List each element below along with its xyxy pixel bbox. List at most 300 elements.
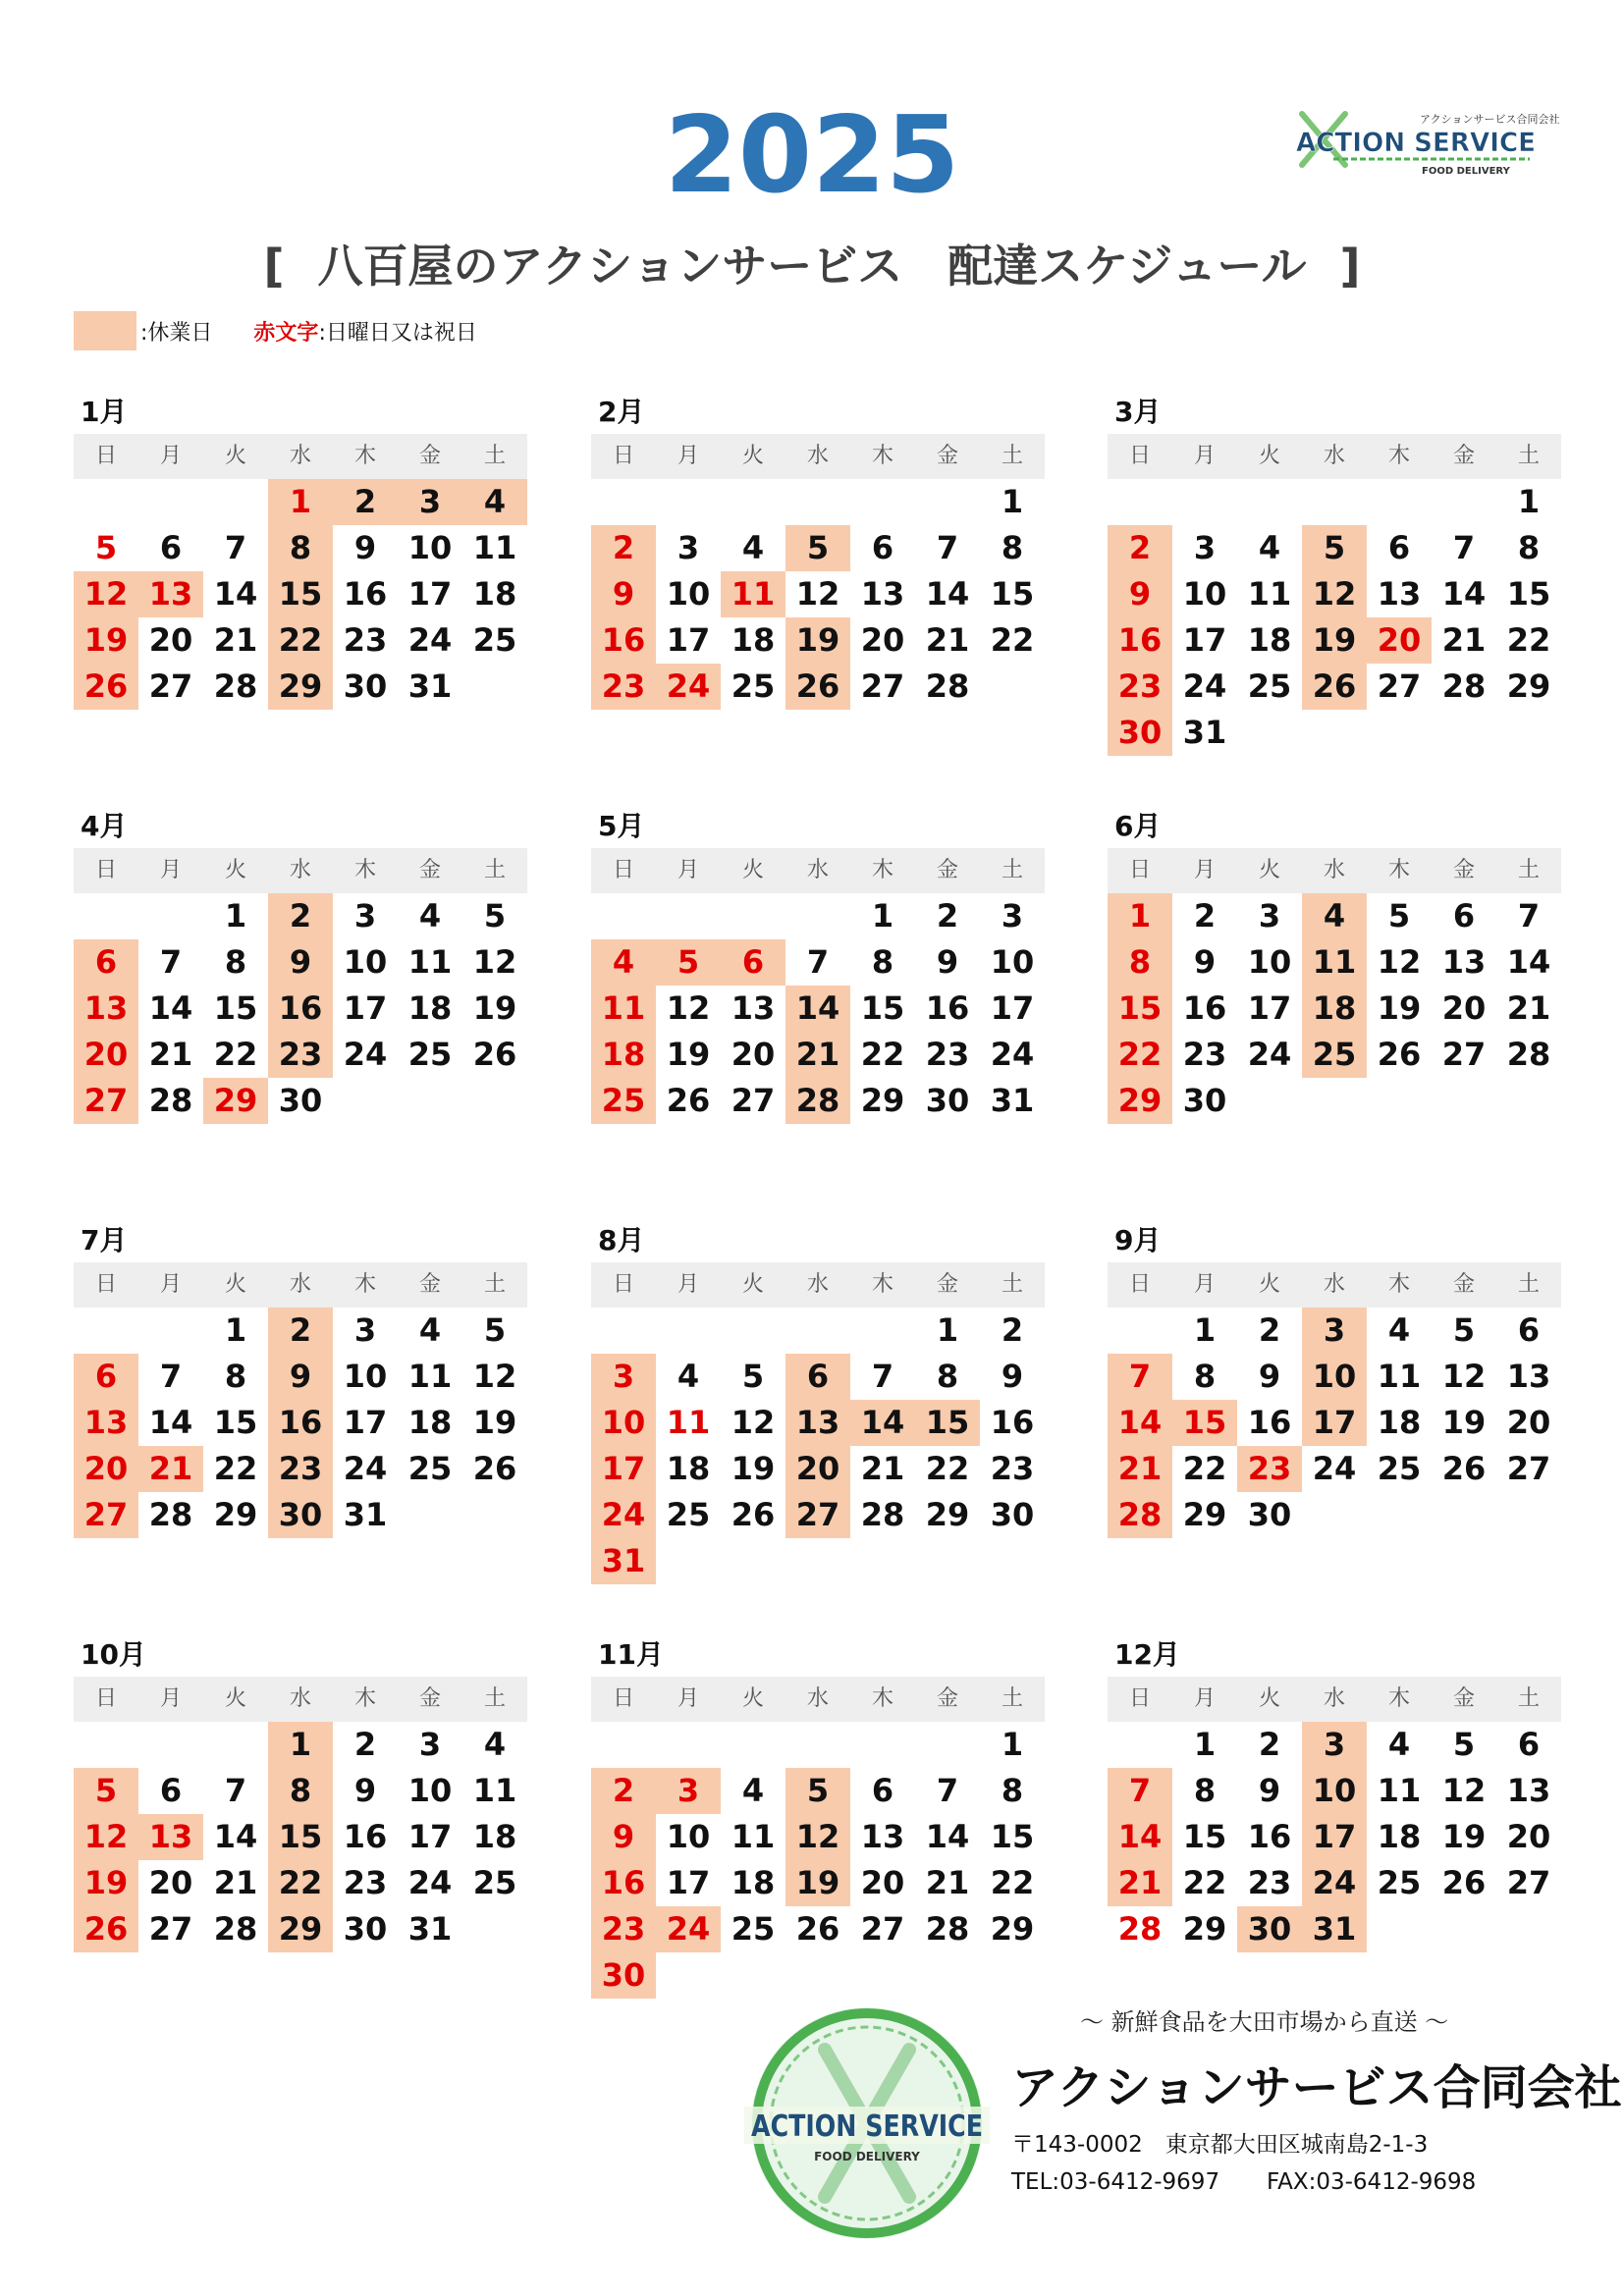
- day-cell: 27: [1441, 1036, 1487, 1073]
- day-cell: 12: [472, 943, 517, 981]
- empty-cell: [721, 479, 785, 525]
- weekday-header: [1108, 1262, 1561, 1308]
- day-cell: 18: [407, 989, 453, 1027]
- day-cell: 24: [1182, 667, 1227, 705]
- day-cell: 8: [871, 943, 894, 981]
- day-cell: 3: [353, 897, 377, 934]
- day-cell-closed: 23: [591, 1906, 656, 1952]
- weekday-label: 火: [224, 858, 246, 882]
- day-cell: 18: [1377, 1818, 1422, 1855]
- day-cell: 31: [990, 1082, 1035, 1119]
- day-cell-closed: 31: [1302, 1906, 1367, 1952]
- day-cell: 21: [148, 1036, 193, 1073]
- day-cell-closed: 8: [268, 1768, 333, 1814]
- day-cell: 8: [1193, 1772, 1217, 1809]
- company-name: アクションサービス合同会社: [1011, 2060, 1622, 2115]
- day-cell: 28: [1117, 1910, 1163, 1948]
- weekday-label: 月: [159, 1686, 182, 1711]
- day-cell: 19: [1377, 989, 1422, 1027]
- day-cell: 29: [990, 1910, 1035, 1948]
- day-cell: 16: [1182, 989, 1227, 1027]
- day-cell: 24: [990, 1036, 1035, 1073]
- day-cell-closed: 10: [1302, 1354, 1367, 1400]
- day-cell: 15: [990, 1818, 1035, 1855]
- day-cell: 13: [860, 1818, 905, 1855]
- empty-cell: [785, 1308, 850, 1354]
- day-cell: 5: [1387, 897, 1411, 934]
- weekday-label: 火: [224, 1686, 246, 1711]
- weekday-label: 木: [1387, 1686, 1410, 1711]
- weekday-label: 月: [1193, 444, 1216, 468]
- weekday-label: 水: [1323, 858, 1345, 882]
- month-title: 1月: [81, 396, 128, 428]
- day-cell: 6: [159, 529, 183, 566]
- day-cell: 17: [666, 1864, 711, 1901]
- weekday-header: [74, 434, 527, 479]
- day-cell: 31: [407, 1910, 453, 1948]
- weekday-label: 木: [353, 444, 376, 468]
- empty-cell: [74, 1308, 138, 1354]
- day-cell-closed: 3: [398, 479, 462, 525]
- weekday-label: 木: [353, 1686, 376, 1711]
- day-cell: 10: [407, 1772, 453, 1809]
- day-cell: 24: [407, 621, 453, 659]
- day-cell: 30: [925, 1082, 970, 1119]
- empty-cell: [1367, 479, 1432, 525]
- day-cell: 11: [1377, 1358, 1422, 1395]
- day-cell-closed: 12: [74, 571, 138, 617]
- day-cell: 28: [148, 1082, 193, 1119]
- day-cell: 3: [1193, 529, 1217, 566]
- empty-cell: [785, 893, 850, 939]
- day-cell: 22: [213, 1036, 258, 1073]
- day-cell: 8: [224, 1358, 247, 1395]
- empty-cell: [656, 1308, 721, 1354]
- day-cell: 16: [1247, 1818, 1292, 1855]
- day-cell: 4: [418, 897, 442, 934]
- month-title: 5月: [598, 810, 645, 842]
- day-cell: 19: [1441, 1818, 1487, 1855]
- day-cell: 15: [1182, 1818, 1227, 1855]
- day-cell-closed: 13: [138, 571, 203, 617]
- day-cell: 13: [1506, 1358, 1551, 1395]
- day-cell: 29: [925, 1496, 970, 1533]
- day-cell: 1: [1001, 483, 1024, 520]
- day-cell: 30: [1247, 1496, 1292, 1533]
- day-cell: 30: [278, 1082, 323, 1119]
- day-cell: 25: [666, 1496, 711, 1533]
- day-cell: 28: [148, 1496, 193, 1533]
- day-cell: 20: [731, 1036, 776, 1073]
- day-cell: 1: [871, 897, 894, 934]
- day-cell: 9: [1258, 1772, 1281, 1809]
- empty-cell: [850, 479, 915, 525]
- day-cell-closed: 24: [591, 1492, 656, 1538]
- day-cell: 27: [860, 667, 905, 705]
- day-cell: 7: [224, 1772, 247, 1809]
- day-cell: 8: [224, 943, 247, 981]
- day-cell: 4: [741, 1772, 765, 1809]
- day-cell: 6: [871, 1772, 894, 1809]
- day-cell-closed: 27: [74, 1492, 138, 1538]
- day-cell-closed: 23: [268, 1032, 333, 1078]
- day-cell-closed: 13: [74, 1400, 138, 1446]
- day-cell: 22: [990, 621, 1035, 659]
- weekday-label: 木: [871, 444, 893, 468]
- day-cell: 23: [343, 621, 388, 659]
- weekday-label: 水: [1323, 1272, 1345, 1297]
- day-cell: 28: [925, 1910, 970, 1948]
- day-cell-closed: 4: [462, 479, 527, 525]
- weekday-label: 日: [94, 1272, 117, 1297]
- day-cell: 4: [677, 1358, 700, 1395]
- day-cell: 14: [148, 1404, 193, 1441]
- day-cell-closed: 20: [785, 1446, 850, 1492]
- day-cell: 27: [1506, 1864, 1551, 1901]
- weekday-label: 火: [741, 1272, 764, 1297]
- month-calendar: [591, 1219, 1045, 1584]
- day-cell: 24: [407, 1864, 453, 1901]
- day-cell-closed: 2: [268, 1308, 333, 1354]
- day-cell-closed: 15: [268, 571, 333, 617]
- day-cell-closed: 1: [1108, 893, 1172, 939]
- weekday-label: 土: [1517, 858, 1540, 882]
- day-cell: 15: [213, 989, 258, 1027]
- weekday-label: 月: [677, 1272, 699, 1297]
- company-fax: FAX:03-6412-9698: [1267, 2169, 1477, 2195]
- month-calendar: [591, 391, 1045, 710]
- day-cell: 13: [1441, 943, 1487, 981]
- weekday-label: 火: [224, 1272, 246, 1297]
- weekday-label: 土: [1001, 858, 1023, 882]
- day-cell: 3: [353, 1311, 377, 1349]
- day-cell-closed: 9: [1108, 571, 1172, 617]
- weekday-label: 木: [353, 858, 376, 882]
- round-logo-brand: ACTION SERVICE: [751, 2109, 983, 2144]
- empty-cell: [138, 1722, 203, 1768]
- action-service-logo: [1294, 108, 1560, 179]
- day-grid: [591, 479, 1045, 710]
- day-cell-closed: 2: [1108, 525, 1172, 571]
- day-cell-closed: 30: [1108, 710, 1172, 756]
- weekday-label: 火: [741, 444, 764, 468]
- day-cell-closed: 23: [1237, 1446, 1302, 1492]
- day-cell: 1: [224, 1311, 247, 1349]
- day-cell: 26: [666, 1082, 711, 1119]
- empty-cell: [74, 893, 138, 939]
- day-cell: 17: [343, 989, 388, 1027]
- weekday-label: 金: [936, 1686, 958, 1711]
- day-cell: 3: [418, 1726, 442, 1763]
- day-cell-closed: 20: [74, 1446, 138, 1492]
- day-cell-closed: 15: [915, 1400, 980, 1446]
- day-cell-closed: 3: [1302, 1308, 1367, 1354]
- day-cell-closed: 20: [1367, 617, 1432, 664]
- red-text-label: 赤文字: [253, 320, 319, 346]
- month-title: 6月: [1114, 810, 1162, 842]
- day-cell-closed: 3: [656, 1768, 721, 1814]
- month-calendar: [74, 391, 527, 710]
- day-cell: 26: [472, 1036, 517, 1073]
- day-cell-closed: 20: [74, 1032, 138, 1078]
- month-title: 11月: [598, 1638, 664, 1671]
- day-cell: 18: [1377, 1404, 1422, 1441]
- empty-cell: [203, 479, 268, 525]
- day-cell: 25: [472, 1864, 517, 1901]
- title-bracket-close: ]: [1339, 240, 1361, 293]
- title-bracket-open: [: [263, 240, 285, 293]
- day-cell: 12: [1441, 1772, 1487, 1809]
- month-title: 9月: [1114, 1224, 1162, 1256]
- day-cell-closed: 5: [1302, 525, 1367, 571]
- day-cell-closed: 13: [74, 986, 138, 1032]
- day-cell: 4: [418, 1311, 442, 1349]
- day-cell: 6: [1517, 1726, 1541, 1763]
- day-cell-closed: 23: [268, 1446, 333, 1492]
- day-cell-closed: 4: [591, 939, 656, 986]
- weekday-label: 土: [1517, 1272, 1540, 1297]
- day-cell: 26: [472, 1450, 517, 1487]
- empty-cell: [138, 479, 203, 525]
- day-cell-closed: 23: [591, 664, 656, 710]
- day-cell: 3: [677, 529, 700, 566]
- day-cell-closed: 27: [785, 1492, 850, 1538]
- day-cell-closed: 28: [785, 1078, 850, 1124]
- weekday-label: 木: [871, 1272, 893, 1297]
- day-cell: 29: [1182, 1496, 1227, 1533]
- month-title: 10月: [81, 1638, 146, 1671]
- day-cell: 31: [407, 667, 453, 705]
- day-cell: 17: [343, 1404, 388, 1441]
- day-cell: 11: [472, 529, 517, 566]
- day-cell-closed: 25: [1302, 1032, 1367, 1078]
- day-cell-closed: 12: [1302, 571, 1367, 617]
- day-cell: 2: [1193, 897, 1217, 934]
- day-cell: 14: [148, 989, 193, 1027]
- day-cell: 27: [860, 1910, 905, 1948]
- day-cell-closed: 6: [721, 939, 785, 986]
- day-cell: 21: [213, 1864, 258, 1901]
- day-cell: 1: [936, 1311, 959, 1349]
- empty-cell: [915, 1722, 980, 1768]
- weekday-label: 金: [1452, 444, 1475, 468]
- day-cell: 28: [925, 667, 970, 705]
- day-cell-closed: 17: [1302, 1400, 1367, 1446]
- empty-cell: [721, 1722, 785, 1768]
- month-title: 4月: [81, 810, 128, 842]
- day-cell-closed: 23: [1108, 664, 1172, 710]
- day-cell: 13: [860, 575, 905, 613]
- weekday-label: 土: [483, 1272, 506, 1297]
- day-cell-closed: 11: [591, 986, 656, 1032]
- weekday-header: [74, 1677, 527, 1722]
- weekday-label: 日: [1128, 444, 1151, 468]
- month-calendar: [591, 805, 1045, 1124]
- day-cell: 20: [860, 1864, 905, 1901]
- day-cell: 14: [1506, 943, 1551, 981]
- day-grid: [74, 893, 527, 1124]
- day-cell: 22: [990, 1864, 1035, 1901]
- day-cell: 20: [148, 621, 193, 659]
- empty-cell: [591, 893, 656, 939]
- day-cell: 25: [731, 667, 776, 705]
- weekday-label: 土: [1517, 1686, 1540, 1711]
- day-cell: 29: [1506, 667, 1551, 705]
- month-calendar: [1108, 1219, 1561, 1538]
- empty-cell: [1432, 479, 1496, 525]
- day-cell-closed: 3: [1302, 1722, 1367, 1768]
- day-cell: 24: [343, 1036, 388, 1073]
- weekday-label: 火: [741, 858, 764, 882]
- day-cell-closed: 18: [591, 1032, 656, 1078]
- day-cell: 17: [666, 621, 711, 659]
- weekday-label: 土: [1001, 1272, 1023, 1297]
- day-cell: 11: [407, 943, 453, 981]
- weekday-label: 金: [1452, 1686, 1475, 1711]
- action-service-round-logo: [744, 2001, 990, 2246]
- day-cell: 27: [148, 1910, 193, 1948]
- day-cell: 3: [1258, 897, 1281, 934]
- weekday-label: 金: [936, 444, 958, 468]
- day-cell: 7: [1517, 897, 1541, 934]
- day-cell: 2: [936, 897, 959, 934]
- day-cell: 17: [1182, 621, 1227, 659]
- day-cell: 29: [860, 1082, 905, 1119]
- day-cell: 22: [1182, 1864, 1227, 1901]
- day-cell: 6: [1517, 1311, 1541, 1349]
- weekday-label: 金: [1452, 1272, 1475, 1297]
- weekday-label: 月: [1193, 858, 1216, 882]
- day-cell: 16: [343, 1818, 388, 1855]
- day-cell: 7: [159, 1358, 183, 1395]
- month-title: 8月: [598, 1224, 645, 1256]
- day-cell: 27: [148, 667, 193, 705]
- day-cell: 10: [1182, 575, 1227, 613]
- day-cell: 18: [472, 575, 517, 613]
- day-cell-closed: 10: [591, 1400, 656, 1446]
- weekday-label: 土: [483, 858, 506, 882]
- day-cell-closed: 22: [1108, 1032, 1172, 1078]
- day-cell: 9: [353, 1772, 377, 1809]
- month-calendar: [74, 805, 527, 1124]
- month-title: 12月: [1114, 1638, 1180, 1671]
- day-cell: 8: [1193, 1358, 1217, 1395]
- weekday-label: 水: [1323, 1686, 1345, 1711]
- day-cell-closed: 26: [785, 664, 850, 710]
- footer-tagline: ～ 新鮮食品を大田市場から直送 ～: [1080, 2008, 1449, 2036]
- weekday-label: 木: [871, 858, 893, 882]
- day-cell: 7: [224, 529, 247, 566]
- day-cell-closed: 7: [1108, 1768, 1172, 1814]
- empty-cell: [1237, 479, 1302, 525]
- day-cell: 16: [1247, 1404, 1292, 1441]
- day-cell-closed: 19: [74, 617, 138, 664]
- day-cell-closed: 28: [1108, 1492, 1172, 1538]
- day-cell: 11: [1247, 575, 1292, 613]
- day-cell-closed: 12: [785, 1814, 850, 1860]
- day-cell: 28: [860, 1496, 905, 1533]
- day-cell: 19: [731, 1450, 776, 1487]
- day-cell: 16: [925, 989, 970, 1027]
- day-grid: [1108, 479, 1561, 756]
- empty-cell: [1108, 1722, 1172, 1768]
- day-cell-closed: 21: [138, 1446, 203, 1492]
- weekday-label: 日: [612, 858, 634, 882]
- day-cell: 17: [407, 1818, 453, 1855]
- day-cell: 25: [407, 1450, 453, 1487]
- day-cell: 5: [1452, 1726, 1476, 1763]
- day-cell: 2: [1258, 1311, 1281, 1349]
- day-cell: 9: [1258, 1358, 1281, 1395]
- weekday-header: [591, 434, 1045, 479]
- day-cell-closed: 16: [1108, 617, 1172, 664]
- day-cell: 2: [1258, 1726, 1281, 1763]
- day-cell: 22: [213, 1450, 258, 1487]
- day-cell-closed: 5: [656, 939, 721, 986]
- empty-cell: [203, 1722, 268, 1768]
- day-cell: 8: [1001, 529, 1024, 566]
- day-cell: 20: [1441, 989, 1487, 1027]
- day-cell-closed: 6: [74, 939, 138, 986]
- day-cell: 11: [472, 1772, 517, 1809]
- month-calendar: [591, 1633, 1045, 1999]
- day-cell: 24: [1247, 1036, 1292, 1073]
- day-grid: [1108, 1722, 1561, 1952]
- day-cell-closed: 1: [268, 1722, 333, 1768]
- day-cell: 11: [407, 1358, 453, 1395]
- day-cell: 12: [666, 989, 711, 1027]
- day-cell-closed: 22: [268, 617, 333, 664]
- day-cell: 25: [731, 1910, 776, 1948]
- schedule-title: [0, 240, 1624, 293]
- day-cell: 12: [1377, 943, 1422, 981]
- day-cell: 20: [1506, 1818, 1551, 1855]
- month-calendar: [1108, 1633, 1561, 1952]
- empty-cell: [1302, 479, 1367, 525]
- day-cell-closed: 9: [268, 939, 333, 986]
- weekday-label: 水: [1323, 444, 1345, 468]
- empty-cell: [74, 479, 138, 525]
- day-cell: 26: [731, 1496, 776, 1533]
- weekday-header: [74, 1262, 527, 1308]
- day-cell: 13: [1506, 1772, 1551, 1809]
- day-cell-closed: 9: [591, 571, 656, 617]
- day-cell: 9: [936, 943, 959, 981]
- day-cell: 21: [1506, 989, 1551, 1027]
- day-cell: 18: [731, 1864, 776, 1901]
- weekday-header: [591, 1262, 1045, 1308]
- weekday-label: 日: [612, 1272, 634, 1297]
- empty-cell: [138, 1308, 203, 1354]
- day-cell: 6: [871, 529, 894, 566]
- day-cell: 12: [731, 1404, 776, 1441]
- empty-cell: [1172, 479, 1237, 525]
- day-cell: 5: [1452, 1311, 1476, 1349]
- day-cell-closed: 16: [268, 1400, 333, 1446]
- weekday-header: [591, 1677, 1045, 1722]
- day-cell: 19: [1441, 1404, 1487, 1441]
- day-cell: 21: [925, 1864, 970, 1901]
- day-cell: 28: [213, 667, 258, 705]
- weekday-label: 金: [418, 858, 441, 882]
- day-cell-closed: 29: [203, 1078, 268, 1124]
- weekday-label: 月: [677, 444, 699, 468]
- day-cell: 14: [213, 1818, 258, 1855]
- day-cell: 11: [731, 1818, 776, 1855]
- day-cell-closed: 27: [74, 1078, 138, 1124]
- day-cell: 20: [1506, 1404, 1551, 1441]
- day-cell: 12: [1441, 1358, 1487, 1395]
